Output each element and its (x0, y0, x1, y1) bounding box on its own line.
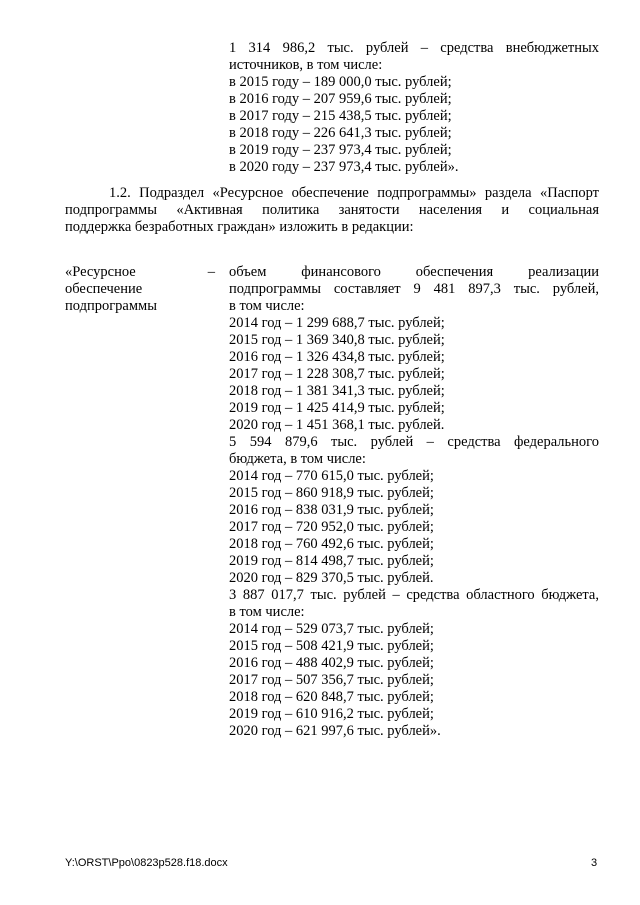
text-line: в том числе: (229, 298, 305, 314)
text-line: поддержка безработных граждан» изложить в редакции: (65, 219, 414, 235)
text-line: в том числе: (229, 604, 305, 620)
text-line: в 2020 году – 237 973,4 тыс. рублей». (229, 159, 459, 175)
text-line: 2020 год – 621 997,6 тыс. рублей». (229, 723, 441, 739)
text-line: в 2019 году – 237 973,4 тыс. рублей; (229, 142, 452, 158)
amendment-paragraph (65, 185, 599, 236)
text-line: 2018 год – 760 492,6 тыс. рублей; (229, 536, 434, 552)
text-line: 2017 год – 720 952,0 тыс. рублей; (229, 519, 434, 535)
text-line: подпрограммы «Активная политика занятости населения и социальная (65, 202, 599, 218)
text-line: 2017 год – 1 228 308,7 тыс. рублей; (229, 366, 445, 382)
text-line: 2014 год – 1 299 688,7 тыс. рублей; (229, 315, 445, 331)
text-line: 2016 год – 838 031,9 тыс. рублей; (229, 502, 434, 518)
resource-label (65, 264, 215, 315)
text-line: 3 887 017,7 тыс. рублей – средства областного бюджета, (229, 587, 599, 603)
text-line: 2020 год – 829 370,5 тыс. рублей. (229, 570, 434, 586)
text-line: в 2015 году – 189 000,0 тыс. рублей; (229, 74, 452, 90)
text-line: 2019 год – 1 425 414,9 тыс. рублей; (229, 400, 445, 416)
text-line: в 2016 году – 207 959,6 тыс. рублей; (229, 91, 452, 107)
label-line: подпрограммы (65, 298, 157, 314)
text-line: 2019 год – 610 916,2 тыс. рублей; (229, 706, 434, 722)
text-line: 2014 год – 529 073,7 тыс. рублей; (229, 621, 434, 637)
text-line: 1 314 986,2 тыс. рублей – средства внебюджетных (229, 40, 599, 56)
text-line: 2015 год – 860 918,9 тыс. рублей; (229, 485, 434, 501)
text-line: 2016 год – 488 402,9 тыс. рублей; (229, 655, 434, 671)
text-line: 2017 год – 507 356,7 тыс. рублей; (229, 672, 434, 688)
label-line: обеспечение (65, 281, 143, 297)
text-line: 2018 год – 620 848,7 тыс. рублей; (229, 689, 434, 705)
footer-file-path: Y:\ORST\Ppo\0823p528.f18.docx (65, 857, 228, 869)
text-line: 2019 год – 814 498,7 тыс. рублей; (229, 553, 434, 569)
text-line: 2015 год – 1 369 340,8 тыс. рублей; (229, 332, 445, 348)
text-line: 2018 год – 1 381 341,3 тыс. рублей; (229, 383, 445, 399)
text-line: 2014 год – 770 615,0 тыс. рублей; (229, 468, 434, 484)
text-line: 1.2. Подраздел «Ресурсное обеспечение подпрограммы» раздела «Паспорт (109, 185, 599, 201)
footer-page-number: 3 (591, 857, 598, 869)
text-line: бюджета, в том числе: (229, 451, 366, 467)
label-line: «Ресурсное – (65, 264, 215, 280)
text-line: 2016 год – 1 326 434,8 тыс. рублей; (229, 349, 445, 365)
text-line: в 2017 году – 215 438,5 тыс. рублей; (229, 108, 452, 124)
text-line: подпрограммы составляет 9 481 897,3 тыс. рублей, (229, 281, 599, 297)
text-line: объем финансового обеспечения реализации (229, 264, 599, 280)
top-funding-block (229, 40, 599, 176)
text-line: 5 594 879,6 тыс. рублей – средства федерального (229, 434, 599, 450)
text-line: 2015 год – 508 421,9 тыс. рублей; (229, 638, 434, 654)
main-funding-block (229, 264, 599, 740)
text-line: 2020 год – 1 451 368,1 тыс. рублей. (229, 417, 445, 433)
text-line: источников, в том числе: (229, 57, 383, 73)
text-line: в 2018 году – 226 641,3 тыс. рублей; (229, 125, 452, 141)
